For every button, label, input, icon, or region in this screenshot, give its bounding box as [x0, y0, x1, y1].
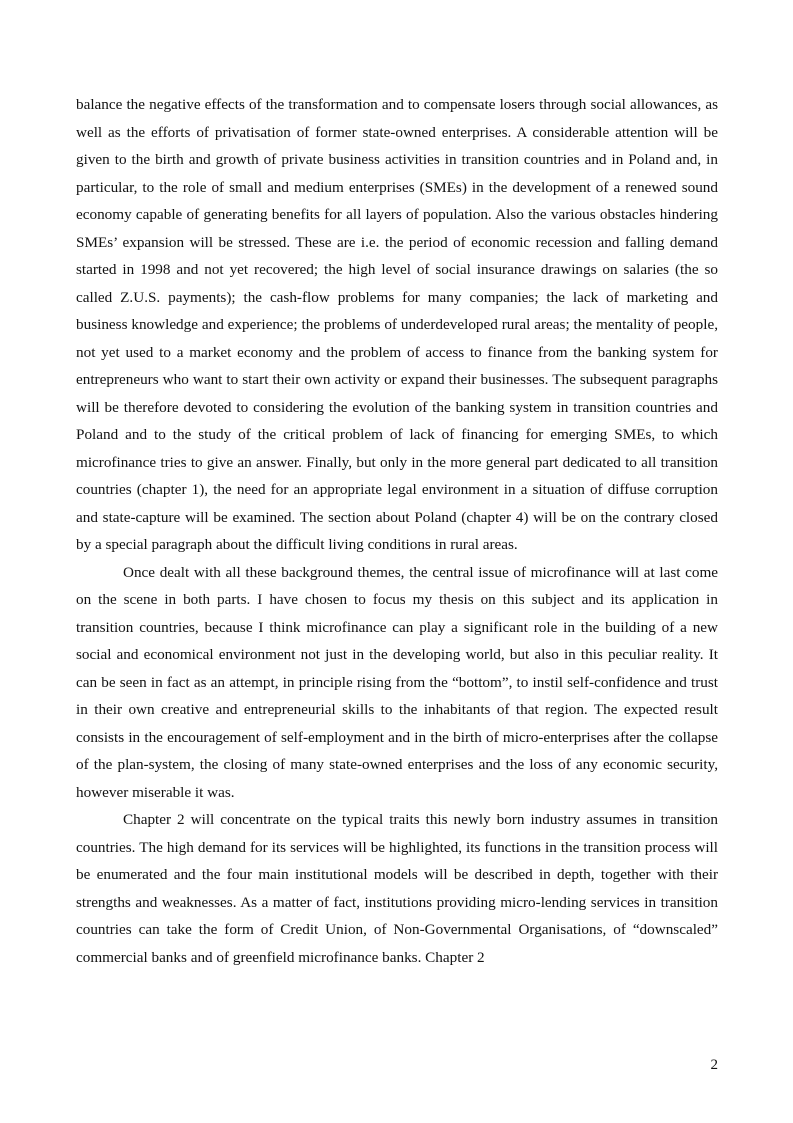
paragraph-microfinance-intro: Once dealt with all these background themes, the central issue of microfinance will at last come on the scene in both parts. I have chosen to focus my thesis on this subject and its application in transition countries, because I think microfinance can play a significant role in the building of a new social and economical environment not just in the developing world, but also in this peculiar reality. It can be seen in fact as an attempt, in principle rising from the “bottom”, to instil self-confidence and trust in their own creative and entrepreneurial skills to the inhabitants of that region. The expected result consists in the encouragement of self-employment and in the birth of micro-enterprises after the collapse of the plan-system, the closing of many state-owned enterprises and the loss of any economic security, however miserable it was.: [76, 563, 718, 801]
body-text: [76, 91, 718, 971]
page-number: 2: [710, 1057, 718, 1073]
paragraph-continued: balance the negative effects of the transformation and to compensate losers through social allowances, as well as the efforts of privatisation of former state-owned enterprises. A considerable attention will be given to the birth and growth of private business activities in transition countries and in Poland and, in particular, to the role of small and medium enterprises (SMEs) in the development of a renewed sound economy capable of generating benefits for all layers of population. Also the various obstacles hindering SMEs’ expansion will be stressed. These are i.e. the period of economic recession and falling demand started in 1998 and not yet recovered; the high level of social insurance drawings on salaries (the so called Z.U.S. payments); the cash-flow problems for many companies; the lack of marketing and business knowledge and experience; the problems of underdeveloped rural areas; the mentality of people, not yet used to a market economy and the problem of access to finance from the banking system for entrepreneurs who want to start their own activity or expand their businesses. The subsequent paragraphs will be therefore devoted to considering the evolution of the banking system in transition countries and Poland and to the study of the critical problem of lack of financing for emerging SMEs, to which microfinance tries to give an answer. Finally, but only in the more general part dedicated to all transition countries (chapter 1), the need for an appropriate legal environment in a situation of diffuse corruption and state-capture will be examined. The section about Poland (chapter 4) will be on the contrary closed by a special paragraph about the difficult living conditions in rural areas.: [76, 96, 718, 553]
paragraph-chapter-2: Chapter 2 will concentrate on the typical traits this newly born industry assumes in transition countries. The high demand for its services will be highlighted, its functions in the transition process will be enumerated and the four main institutional models will be described in depth, together with their strengths and weaknesses. As a matter of fact, institutions providing micro-lending services in transition countries can take the form of Credit Union, of Non-Governmental Organisations, of “downscaled” commercial banks and of greenfield microfinance banks. Chapter 2: [76, 811, 718, 966]
